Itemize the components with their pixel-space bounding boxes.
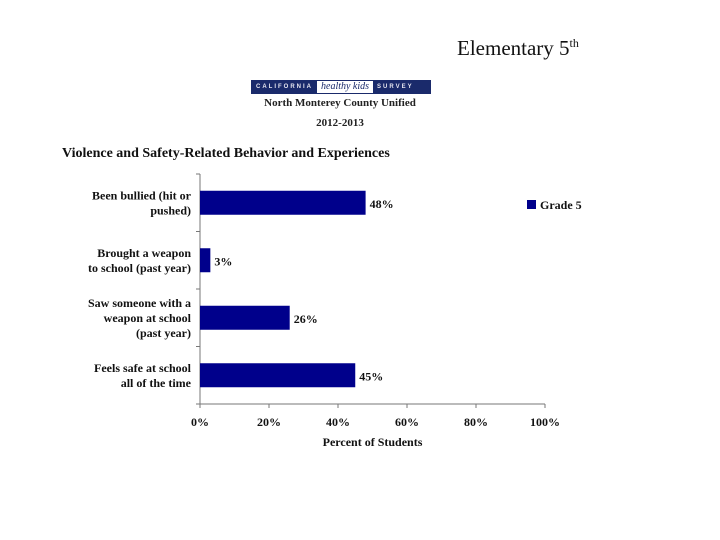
district-name: North Monterey County Unified xyxy=(264,97,416,109)
logo-right-text: SURVEY xyxy=(377,84,414,90)
data-label: 26% xyxy=(293,311,318,326)
slide-title-text: Elementary 5 xyxy=(457,36,570,60)
category-label: Brought a weapon xyxy=(97,245,191,260)
category-label: Been bullied (hit or xyxy=(91,188,191,203)
bar xyxy=(200,191,366,215)
category-label: all of the time xyxy=(120,375,191,390)
data-label: 45% xyxy=(359,369,384,384)
bar xyxy=(200,306,290,330)
logo-left-text: CALIFORNIA xyxy=(256,84,313,90)
x-tick-label: 0% xyxy=(191,415,209,429)
data-label: 3% xyxy=(214,254,233,269)
survey-years: 2012-2013 xyxy=(316,117,364,129)
category-label: Saw someone with a xyxy=(87,295,191,310)
x-tick-label: 20% xyxy=(257,415,281,429)
bar xyxy=(200,248,210,272)
data-label: 48% xyxy=(369,196,394,211)
category-label: Feels safe at school xyxy=(94,360,191,375)
category-label: to school (past year) xyxy=(88,260,191,275)
chart-title: Violence and Safety-Related Behavior and Experiences xyxy=(62,146,390,161)
category-label: weapon at school xyxy=(103,310,191,325)
category-label: (past year) xyxy=(136,325,191,340)
slide-title-superscript: th xyxy=(569,36,579,50)
category-label: pushed) xyxy=(150,203,191,218)
x-tick-label: 100% xyxy=(530,415,560,429)
x-axis-label: Percent of Students xyxy=(322,435,423,449)
logo-mid-text: healthy kids xyxy=(317,81,373,93)
x-tick-label: 80% xyxy=(464,415,488,429)
legend-swatch xyxy=(527,200,536,209)
x-tick-label: 40% xyxy=(326,415,350,429)
legend-label: Grade 5 xyxy=(540,198,582,212)
x-tick-label: 60% xyxy=(395,415,419,429)
bar xyxy=(200,363,355,387)
